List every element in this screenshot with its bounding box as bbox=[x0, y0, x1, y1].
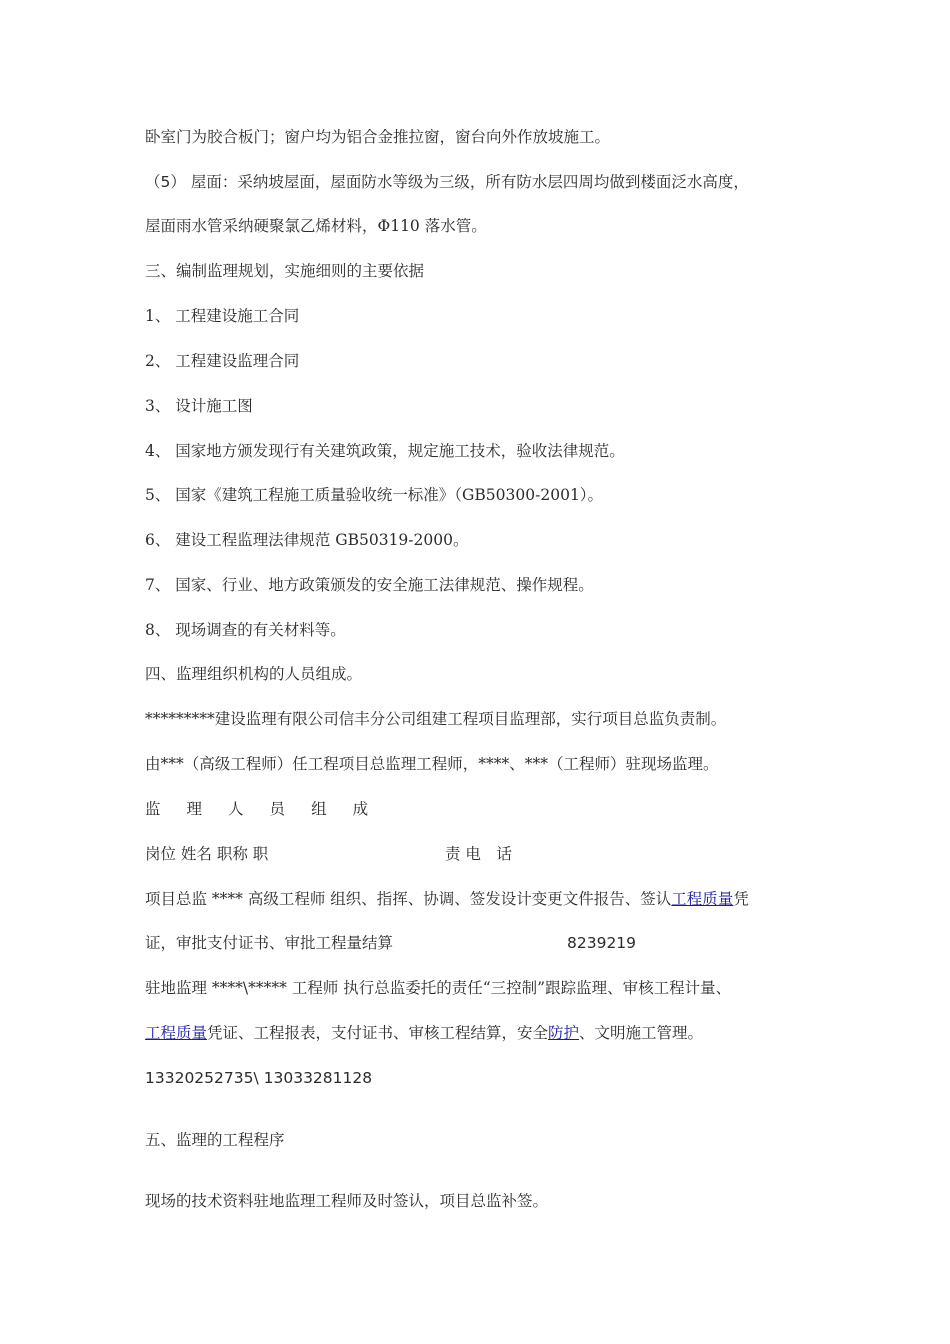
text-span: 屋面：采纳坡屋面，屋面防水等级为三级，所有防水层四周均做到楼面泛水高度， bbox=[190, 173, 749, 191]
phone-number: 8239219 bbox=[567, 934, 637, 952]
list-item: 3、 设计施工图 bbox=[145, 397, 253, 415]
list-item: 7、 国家、行业、地方政策颁发的安全施工法律规范、操作规程。 bbox=[145, 576, 594, 594]
staff-table-title bbox=[145, 799, 815, 819]
text-line: 卧室门为胶合板门；窗户均为铝合金推拉窗，窗台向外作放坡施工。 bbox=[145, 128, 611, 146]
staff-row-line bbox=[145, 1023, 815, 1043]
protection-link[interactable]: 防护 bbox=[548, 1024, 580, 1042]
list-item: 1、 工程建设施工合同 bbox=[145, 307, 300, 325]
quality-link[interactable]: 工程质量 bbox=[145, 1024, 208, 1042]
header-right: 责 电 话 bbox=[445, 845, 512, 863]
title-char: 监 bbox=[145, 800, 161, 818]
list-item: 5、 国家《建筑工程施工质量验收统一标准》（GB50300-2001）。 bbox=[145, 486, 604, 504]
section-heading: 三、编制监理规划，实施细则的主要依据 bbox=[145, 262, 425, 280]
staff-row-line: 驻地监理 ****\***** 工程师 执行总监委托的责任“三控制”跟踪监理、审核工程计量、 bbox=[145, 979, 732, 997]
text-span: 凭证、工程报表，支付证书、审核工程结算，安全 bbox=[207, 1024, 549, 1042]
text-span: 项目总监 **** 高级工程师 组织、指挥、协调、签发设计变更文件报告、签认 bbox=[145, 890, 672, 908]
text-line: 屋面雨水管采纳硬聚氯乙烯材料，Φ110 落水管。 bbox=[145, 217, 487, 235]
item-number: （5） bbox=[145, 173, 186, 191]
staff-table-header bbox=[145, 844, 815, 864]
text-span: 、文明施工管理。 bbox=[579, 1024, 704, 1042]
text-line: *********建设监理有限公司信丰分公司组建工程项目监理部，实行项目总监负责制。 bbox=[145, 710, 727, 728]
title-char: 人 bbox=[228, 800, 244, 818]
text-span: 证，审批支付证书、审批工程量结算 bbox=[145, 934, 394, 952]
quality-link[interactable]: 工程质量 bbox=[671, 890, 734, 908]
text-line bbox=[145, 172, 815, 192]
list-item: 2、 工程建设监理合同 bbox=[145, 352, 300, 370]
list-item: 8、 现场调查的有关材料等。 bbox=[145, 621, 346, 639]
section-heading: 五、监理的工程程序 bbox=[145, 1131, 285, 1149]
text-line: 由***（高级工程师）任工程项目总监理工程师，****、***（工程师）驻现场监理。 bbox=[145, 755, 719, 773]
title-char: 理 bbox=[186, 800, 203, 818]
header-left: 岗位 姓名 职称 职 bbox=[145, 845, 269, 863]
staff-row-line bbox=[145, 889, 815, 909]
list-item: 6、 建设工程监理法律规范 GB50319-2000。 bbox=[145, 531, 469, 549]
section-heading: 四、监理组织机构的人员组成。 bbox=[145, 665, 363, 683]
title-char: 组 bbox=[311, 800, 327, 818]
phone-numbers: 13320252735\ 13033281128 bbox=[145, 1069, 373, 1087]
staff-row-line bbox=[145, 933, 815, 953]
text-line: 现场的技术资料驻地监理工程师及时签认，项目总监补签。 bbox=[145, 1192, 549, 1210]
title-char: 成 bbox=[352, 800, 369, 818]
title-char: 员 bbox=[269, 800, 286, 818]
list-item: 4、 国家地方颁发现行有关建筑政策，规定施工技术，验收法律规范。 bbox=[145, 442, 625, 460]
text-span: 凭 bbox=[733, 890, 749, 908]
